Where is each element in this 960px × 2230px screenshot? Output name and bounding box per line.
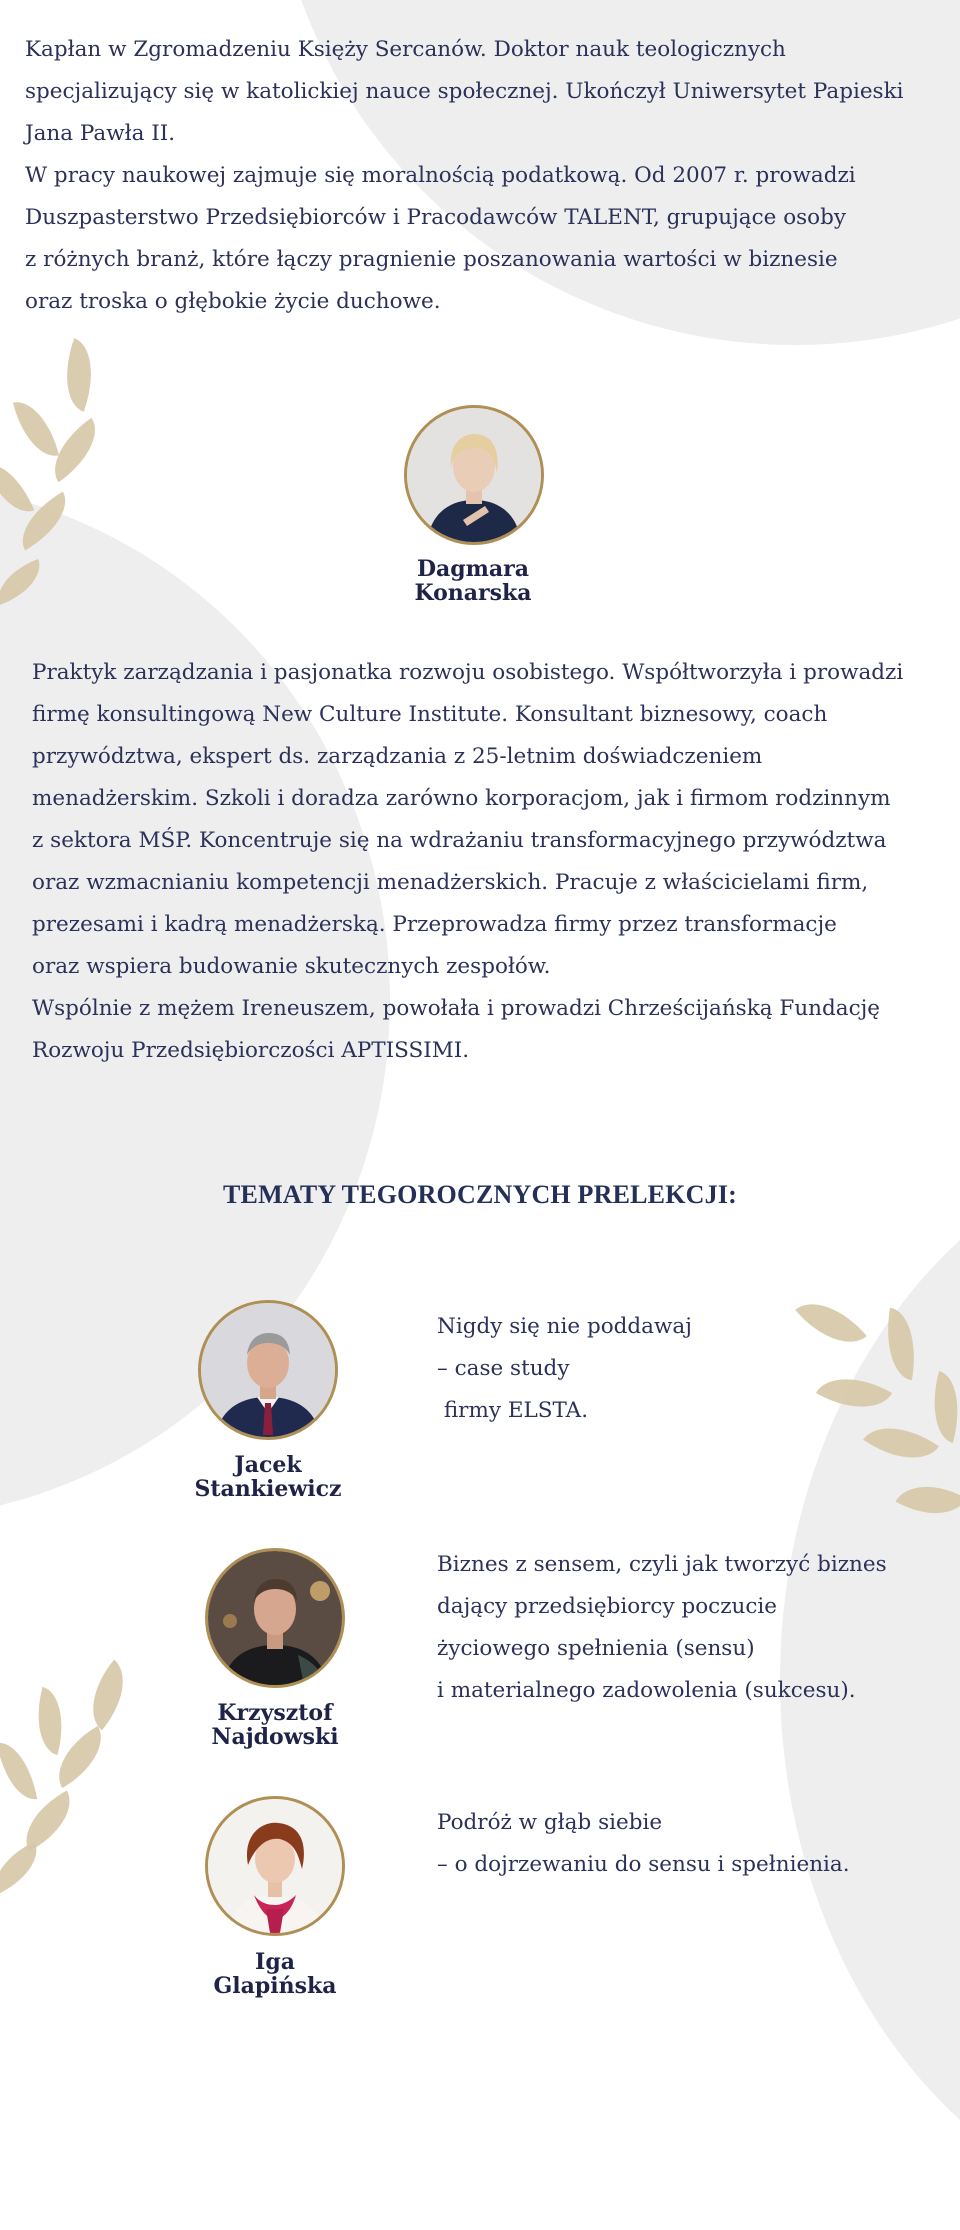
topic-krzysztof-najdowski (437, 1544, 887, 1712)
leaf-icon (12, 1791, 84, 1852)
topic-line: Biznes z sensem, czyli jak tworzyć biznes (437, 1552, 887, 1577)
leaf-icon (0, 1738, 37, 1804)
bio-line: Kapłan w Zgromadzeniu Księży Sercanów. Doktor nauk teologicznych (25, 37, 786, 62)
last-name: Konarska (414, 580, 532, 606)
avatar-jacek-stankiewicz (198, 1300, 338, 1440)
leaf-icon (74, 1660, 141, 1731)
leaf-icon (27, 1687, 74, 1755)
last-name: Stankiewicz (194, 1476, 342, 1502)
portrait-image (208, 1799, 342, 1933)
bio-line: menadżerskim. Szkoli i doradza zarówno korporacjom, jak i firmom rodzinnym (32, 786, 891, 811)
first-name: Krzysztof (217, 1700, 333, 1726)
section-title: TEMATY TEGOROCZNYCH PRELEKCJI: (222, 1180, 737, 1209)
portrait-image (201, 1303, 335, 1437)
bio-line: oraz wspiera budowanie skutecznych zespołów. (32, 954, 551, 979)
bio-line: Jana Pawła II. (25, 121, 176, 146)
intro-paragraph (25, 29, 925, 155)
topic-line: i materialnego zadowolenia (sukcesu). (437, 1678, 856, 1703)
topic-jacek-stankiewicz (437, 1306, 692, 1432)
portrait-image (208, 1551, 342, 1685)
bio-line: Rozwoju Przedsiębiorczości APTISSIMI. (32, 1038, 470, 1063)
bio-paragraph (32, 988, 932, 1072)
bio-line: z sektora MŚP. Koncentruje się na wdrażaniu transformacyjnego przywództwa (32, 828, 887, 853)
topic-line: – o dojrzewaniu do sensu i spełnienia. (437, 1852, 850, 1877)
leaf-icon (0, 1842, 48, 1895)
leaf-icon (52, 338, 107, 412)
featured-bio (32, 652, 932, 1072)
bio-line: oraz troska o głębokie życie duchowe. (25, 289, 441, 314)
bio-line: z różnych branż, które łączy pragnienie poszanowania wartości w biznesie (25, 247, 838, 272)
bio-line: firmę konsultingową New Culture Institute. Konsultant biznesowy, coach (32, 702, 828, 727)
avatar-iga-glapinska (205, 1796, 345, 1936)
intro-paragraph (25, 155, 925, 323)
last-name: Najdowski (211, 1724, 339, 1750)
topic-line: Nigdy się nie poddawaj (437, 1314, 692, 1339)
bio-line: Wspólnie z mężem Ireneuszem, powołała i prowadzi Chrześcijańską Fundację (32, 996, 881, 1021)
bio-line: przywództwa, ekspert ds. zarządzania z 25-letnim doświadczeniem (32, 744, 763, 769)
avatar-dagmara-konarska (404, 405, 544, 545)
bio-line: oraz wzmacnianiu kompetencji menadżerskich. Pracuje z właścicielami firm, (32, 870, 869, 895)
bio-line: specjalizujący się w katolickiej nauce społecznej. Ukończył Uniwersytet Papieski (25, 79, 904, 104)
first-name: Jacek (234, 1452, 302, 1478)
bio-line: prezesami i kadrą menadżerską. Przeprowadza firmy przez transformacje (32, 912, 837, 937)
bio-line: W pracy naukowej zajmuje się moralnością podatkową. Od 2007 r. prowadzi (25, 163, 856, 188)
avatar-krzysztof-najdowski (205, 1548, 345, 1688)
last-name: Glapińska (213, 1973, 337, 1999)
topic-iga-glapinska (437, 1802, 850, 1886)
leaf-icon (13, 395, 59, 463)
leaf-icon (795, 1286, 867, 1361)
speaker-name-krzysztof-najdowski (175, 1701, 375, 1749)
topic-line: firmy ELSTA. (437, 1398, 589, 1423)
topic-line: dający przedsiębiorcy poczucie (437, 1594, 778, 1619)
topic-line: – case study (437, 1356, 570, 1381)
speaker-name-dagmara-konarska (373, 557, 573, 605)
portrait-image (407, 408, 541, 542)
intro-bio (25, 29, 925, 323)
speaker-name-iga-glapinska (175, 1950, 375, 1998)
first-name: Dagmara (416, 556, 530, 582)
speaker-name-jacek-stankiewicz (168, 1453, 368, 1501)
first-name: Iga (255, 1949, 295, 1975)
bio-paragraph (32, 652, 932, 988)
bio-line: Praktyk zarządzania i pasjonatka rozwoju osobistego. Współtworzyła i prowadzi (32, 660, 904, 685)
topic-line: Podróż w głąb siebie (437, 1810, 663, 1835)
topic-line: życiowego spełnienia (sensu) (437, 1636, 755, 1661)
bio-line: Duszpasterstwo Przedsiębiorców i Pracodawców TALENT, grupujące osoby (25, 205, 847, 230)
